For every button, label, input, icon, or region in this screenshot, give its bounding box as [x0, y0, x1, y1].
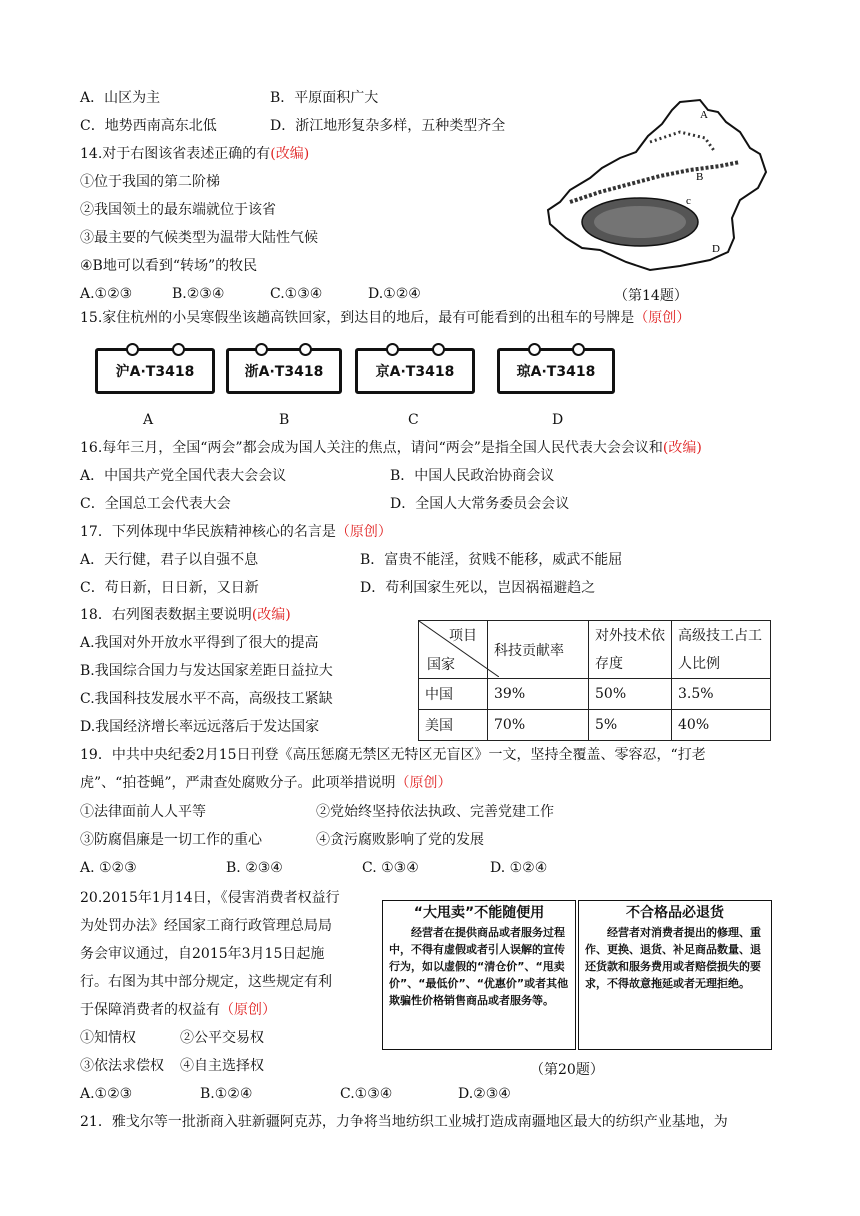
- q20-item: ②公平交易权: [180, 1030, 264, 1046]
- table-cell: 39%: [488, 679, 589, 710]
- q19-option-d: D. ①②④: [490, 860, 548, 876]
- q20-option-a: A.①②③: [80, 1086, 133, 1102]
- q16-option-d: D．全国人大常务委员会会议: [390, 496, 570, 512]
- q13-option-d: D．浙江地形复杂多样，五种类型齐全: [270, 118, 506, 134]
- q19-option-a: A. ①②③: [80, 860, 137, 876]
- q16-option-a: A．中国共产党全国代表大会会议: [80, 468, 287, 484]
- license-plate-d: 琼A·T3418: [497, 348, 615, 394]
- q15-stem: 15.家住杭州的小吴寒假坐该趟高铁回家，到达目的地后，最有可能看到的出租车的号牌是（原创）: [80, 310, 691, 326]
- q20-item: ④自主选择权: [180, 1058, 264, 1074]
- q15-tag: （原创）: [634, 310, 691, 326]
- q19-item: ②党始终坚持依法执政、完善党建工作: [316, 804, 554, 820]
- q13-option-b: B．平原面积广大: [270, 90, 379, 106]
- q20-stem-line: 行。右图为其中部分规定，这些规定有利: [80, 974, 332, 990]
- license-plate-c: 京A·T3418: [355, 348, 475, 394]
- notice-title: 不合格品必退货: [626, 905, 724, 921]
- table-cell: 70%: [488, 710, 589, 741]
- q19-tag: （原创）: [395, 775, 452, 791]
- q13-option-a: A．山区为主: [80, 90, 161, 106]
- q17-stem: 17．下列体现中华民族精神核心的名言是（原创）: [80, 524, 392, 540]
- q16-option-b: B．中国人民政治协商会议: [390, 468, 555, 484]
- q17-option-a: A．天行健，君子以自强不息: [80, 552, 259, 568]
- q20-item: ③依法求偿权: [80, 1058, 164, 1074]
- table-cell: 美国: [419, 710, 488, 741]
- q16-tag: (改编): [662, 440, 702, 456]
- table-header: 高级技工占工人比例: [672, 621, 771, 679]
- q20-option-c: C.①③④: [340, 1086, 393, 1102]
- table-cell: 中国: [419, 679, 488, 710]
- q14-option-a: A.①②③: [80, 286, 133, 302]
- plate-label-d: D: [552, 412, 564, 428]
- q14-item: ②我国领土的最东端就位于该省: [80, 202, 276, 218]
- q19-stem-line1: 19．中共中央纪委2月15日刊登《高压惩腐无禁区无特区无盲区》一文，坚持全覆盖、零容忍，“打老: [80, 747, 706, 763]
- map-label-b: B: [696, 171, 704, 183]
- notice-body: 经营者在提供商品或者服务过程中，不得有虚假或者引人误解的宣传行为，如以虚假的“清仓价”、“甩卖价”、“最低价”、“优惠价”或者其他欺骗性价格销售商品或者服务等。: [389, 926, 569, 1007]
- table-cell: 5%: [589, 710, 672, 741]
- license-plate-a: 沪A·T3418: [95, 348, 215, 394]
- q14-stem: 14.对于右图该省表述正确的有(改编): [80, 146, 310, 162]
- plate-label-a: A: [143, 412, 154, 428]
- q19-stem-line2: 虎”、“拍苍蝇”，严肃查处腐败分子。此项举措说明（原创）: [80, 775, 452, 791]
- table-cell: 3.5%: [672, 679, 771, 710]
- q14-item: ④B地可以看到“转场”的牧民: [80, 258, 258, 274]
- q18-stem: 18．右列图表数据主要说明(改编): [80, 607, 291, 623]
- q14-option-b: B.②③④: [172, 286, 225, 302]
- table-header: 科技贡献率: [488, 621, 589, 679]
- q20-stem-line: 务会审议通过，自2015年3月15日起施: [80, 946, 325, 962]
- plate-label-c: C: [408, 412, 419, 428]
- q19-item: ①法律面前人人平等: [80, 804, 206, 820]
- q18-option-c: C.我国科技发展水平不高，高级技工紧缺: [80, 691, 333, 707]
- q18-data-table: [418, 620, 771, 741]
- notice-clearance-sale: [382, 900, 576, 1050]
- q20-caption: （第20题）: [530, 1062, 604, 1078]
- q18-tag: (改编): [251, 607, 291, 623]
- q17-tag: （原创）: [335, 524, 392, 540]
- table-corner-cell: 项目 国家: [419, 621, 488, 679]
- q17-option-b: B．富贵不能淫，贫贱不能移，威武不能屈: [360, 552, 623, 568]
- q14-caption: （第14题）: [614, 288, 688, 304]
- q19-item: ③防腐倡廉是一切工作的重心: [80, 832, 262, 848]
- q18-option-a: A.我国对外开放水平得到了很大的提高: [80, 635, 319, 651]
- q19-option-c: C. ①③④: [362, 860, 419, 876]
- q14-tag: (改编): [270, 146, 310, 162]
- q14-item: ①位于我国的第二阶梯: [80, 174, 220, 190]
- q20-stem-line: 于保障消费者的权益有（原创）: [80, 1002, 276, 1018]
- q16-option-c: C．全国总工会代表大会: [80, 496, 231, 512]
- q14-option-d: D.①②④: [368, 286, 421, 302]
- xinjiang-map: [540, 92, 780, 282]
- license-plate-b: 浙A·T3418: [226, 348, 342, 394]
- q19-item: ④贪污腐败影响了党的发展: [316, 832, 484, 848]
- plate-label-b: B: [279, 412, 290, 428]
- q18-option-b: B.我国综合国力与发达国家差距日益拉大: [80, 663, 333, 679]
- q20-option-d: D.②③④: [458, 1086, 511, 1102]
- q20-item: ①知情权: [80, 1030, 136, 1046]
- map-label-c: c: [686, 195, 691, 207]
- map-label-a: A: [700, 109, 708, 121]
- q13-option-c: C．地势西南高东北低: [80, 118, 217, 134]
- q21-stem-line1: 21．雅戈尔等一批浙商入驻新疆阿克苏，力争将当地纺织工业城打造成南疆地区最大的纺织产业基地，为: [80, 1114, 728, 1130]
- table-cell: 40%: [672, 710, 771, 741]
- q20-tag: （原创）: [220, 1002, 276, 1018]
- q20-option-b: B.①②④: [200, 1086, 253, 1102]
- notice-title: “大甩卖”不能随便用: [413, 905, 545, 921]
- q14-item: ③最主要的气候类型为温带大陆性气候: [80, 230, 318, 246]
- q20-stem-line: 为处罚办法》经国家工商行政管理总局局: [80, 918, 332, 934]
- notice-defective-return: [578, 900, 772, 1050]
- notice-body: 经营者对消费者提出的修理、重作、更换、退货、补足商品数量、退还货款和服务费用或者赔偿损失的要求，不得故意拖延或者无理拒绝。: [585, 926, 761, 990]
- q19-option-b: B. ②③④: [226, 860, 283, 876]
- q14-option-c: C.①③④: [270, 286, 323, 302]
- q18-option-d: D.我国经济增长率远远落后于发达国家: [80, 719, 320, 735]
- map-label-d: D: [712, 243, 720, 255]
- table-cell: 50%: [589, 679, 672, 710]
- q17-option-d: D．苟利国家生死以，岂因祸福避趋之: [360, 580, 596, 596]
- q17-option-c: C．苟日新，日日新，又日新: [80, 580, 259, 596]
- q20-stem-line: 20.2015年1月14日，《侵害消费者权益行: [80, 890, 340, 906]
- table-header: 对外技术依存度: [589, 621, 672, 679]
- q16-stem: 16.每年三月，全国“两会”都会成为国人关注的焦点，请问“两会”是指全国人民代表大会会议和(改编): [80, 440, 702, 456]
